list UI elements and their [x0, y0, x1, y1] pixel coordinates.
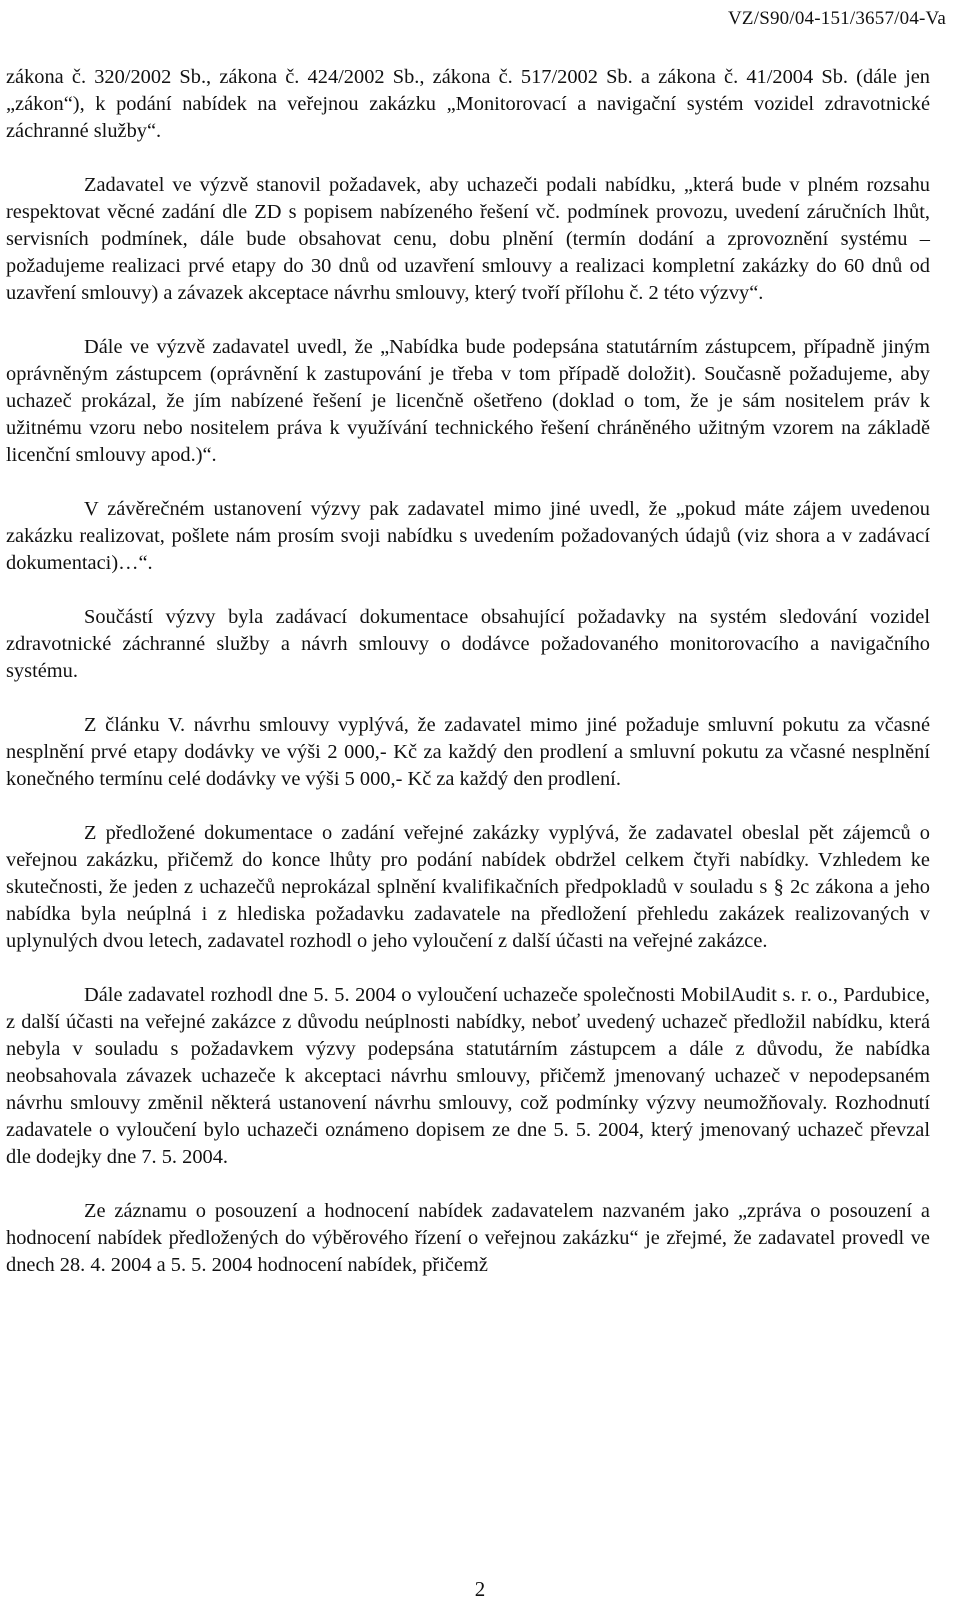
- paragraph-contract-penalties: Z článku V. návrhu smlouvy vyplývá, že zadavatel mimo jiné požaduje smluvní pokutu za včasné nesplnění prvé etapy dodávky ve výši 2 000,- Kč za každý den prodlení a smluvní pokutu za včasné nesplnění konečného termínu celé dodávky ve výši 5 000,- Kč za každý den prodlení.: [6, 714, 930, 790]
- paragraph-received-offers: Z předložené dokumentace o zadání veřejné zakázky vyplývá, že zadavatel obeslal pět zájemců o veřejnou zakázku, přičemž do konce lhůty pro podání nabídek obdržel celkem čtyři nabídky. Vzhledem ke skutečnosti, že jeden z uchazečů neprokázal splnění kvalifikačních předpokladů v souladu s § 2c zákona a jeho nabídka byla neúplná i z hlediska požadavku zadavatele na předložení přehledu zakázek realizovaných v uplynulých dvou letech, zadavatel rozhodl o jeho vyloučení z další účasti na veřejné zakázce.: [6, 822, 930, 952]
- document-body: [6, 64, 930, 1279]
- paragraph-tender-documentation: Součástí výzvy byla zadávací dokumentace obsahující požadavky na systém sledování vozidel zdravotnické záchranné služby a návrh smlouvy o dodávce požadovaného monitorovacího a navigačního systému.: [6, 606, 930, 682]
- paragraph-final-provision: V závěrečném ustanovení výzvy pak zadavatel mimo jiné uvedl, že „pokud máte zájem uvedenou zakázku realizovat, pošlete nám prosím svoji nabídku s uvedením požadovaných údajů (viz shora a v zadávací dokumentaci)…“.: [6, 498, 930, 574]
- document-reference: VZ/S90/04-151/3657/04-Va: [727, 8, 946, 29]
- page-number: 2: [474, 1577, 486, 1601]
- paragraph-legal-basis: zákona č. 320/2002 Sb., zákona č. 424/2002 Sb., zákona č. 517/2002 Sb. a zákona č. 41/2004 Sb. (dále jen „zákon“), k podání nabídek na veřejnou zakázku „Monitorovací a navigační systém vozidel zdravotnické záchranné služby“.: [6, 66, 930, 142]
- paragraph-evaluation-record: Ze záznamu o posouzení a hodnocení nabídek zadavatelem nazvaném jako „zpráva o posouzení a hodnocení nabídek předložených do výběrového řízení o veřejnou zakázku“ je zřejmé, že zadavatel provedl ve dnech 28. 4. 2004 a 5. 5. 2004 hodnocení nabídek, přičemž: [6, 1200, 930, 1276]
- paragraph-signature-requirements: Dále ve výzvě zadavatel uvedl, že „Nabídka bude podepsána statutárním zástupcem, případně jiným oprávněným zástupcem (oprávnění k zastupování je třeba v tom případě doložit). Současně požadujeme, aby uchazeč prokázal, že jím nabízené řešení je licenčně ošetřeno (doklad o tom, že je sám nositelem práv k užitnému vzoru nebo nositelem práva k využívání technického řešení chráněného užitným vzorem na základě licenční smlouvy apod.)“.: [6, 336, 930, 466]
- paragraph-exclusion-decision: Dále zadavatel rozhodl dne 5. 5. 2004 o vyloučení uchazeče společnosti MobilAudit s. r. o., Pardubice, z další účasti na veřejné zakázce z důvodu neúplnosti nabídky, neboť uvedený uchazeč předložil nabídku, která nebyla v souladu s požadavkem výzvy podepsána statutárním zástupcem a dále z důvodu, že nabídka neobsahovala závazek uchazeče k akceptaci návrhu smlouvy, přičemž jmenovaný uchazeč v nepodepsaném návrhu smlouvy změnil některá ustanovení návrhu smlouvy, což podmínky výzvy neumožňovaly. Rozhodnutí zadavatele o vyloučení bylo uchazeči oznámeno dopisem ze dne 5. 5. 2004, který jmenovaný uchazeč převzal dle dodejky dne 7. 5. 2004.: [6, 984, 930, 1168]
- paragraph-offer-requirements: Zadavatel ve výzvě stanovil požadavek, aby uchazeči podali nabídku, „která bude v plném rozsahu respektovat věcné zadání dle ZD s popisem nabízeného řešení vč. podmínek provozu, uvedení záručních lhůt, servisních podmínek, dále bude obsahovat cenu, dobu plnění (termín dodání a zprovoznění systému – požadujeme realizaci prvé etapy do 30 dnů od uzavření smlouvy a realizaci kompletní zakázky do 60 dnů od uzavření smlouvy) a závazek akceptace návrhu smlouvy, který tvoří přílohu č. 2 této výzvy“.: [6, 174, 930, 304]
